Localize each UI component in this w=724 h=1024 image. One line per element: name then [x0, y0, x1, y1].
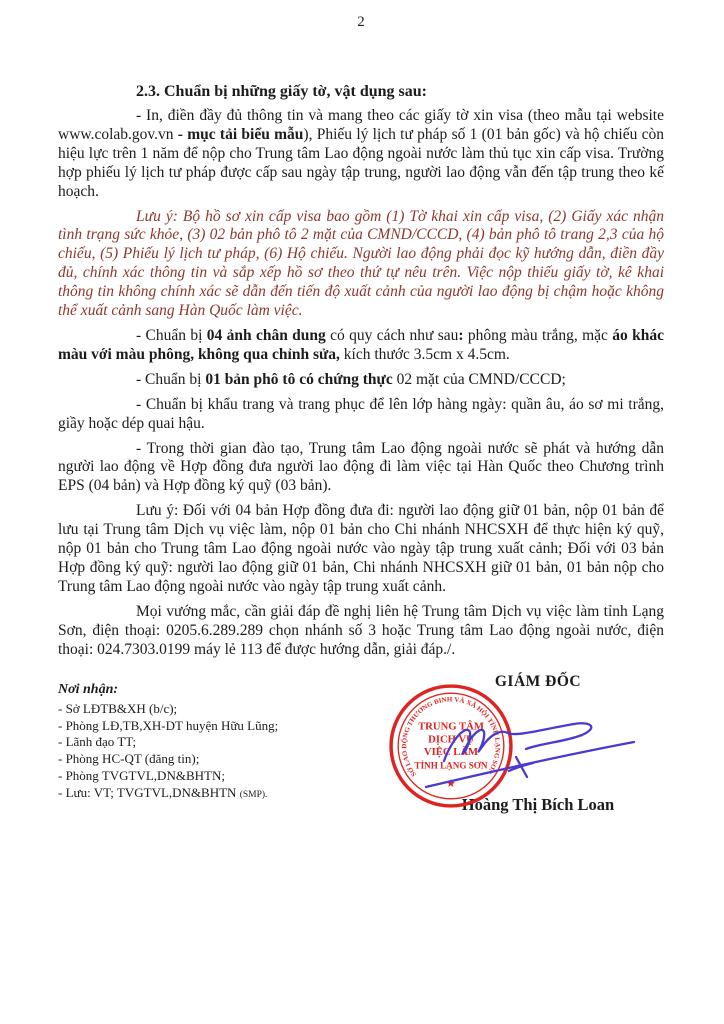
paragraph: Mọi vướng mắc, cần giải đáp đề nghị liên hệ Trung tâm Dịch vụ việc làm tỉnh Lạng Sơn, điện thoại: 0205.6.289.289 chọn nhánh số 3 hoặc Trung tâm Lao động ngoài nước, điện thoại: 024.7303.0199 máy lẻ 113 để được hướng dẫn, giải đáp./.	[58, 602, 664, 658]
page-number: 2	[357, 14, 365, 30]
svg-text:VIỆC LÀM: VIỆC LÀM	[423, 747, 479, 759]
paragraph: Lưu ý: Đối với 04 bản Hợp đồng đưa đi: người lao động giữ 01 bản, nộp 01 bản để lưu tại Trung tâm Dịch vụ việc làm, nộp 01 bản cho Chi nhánh NHCSXH để thực hiện ký quỹ, nộp 01 bản cho Trung tâm Lao động ngoài nước vào ngày tập trung xuất cảnh; Đối với 03 bản Hợp đồng ký quỹ: người lao động giữ 01 bản, Chi nhánh NHCSXH giữ 01 bản, 01 bản nộp cho Trung tâm Lao động ngoài nước vào ngày tập trung xuất cảnh.	[58, 502, 664, 595]
recipient-item: - Phòng TVGTVL,DN&BHTN;	[58, 768, 225, 784]
svg-text:DỊCH VỤ: DỊCH VỤ	[428, 734, 474, 746]
paragraph: - In, điền đầy đủ thông tin và mang theo các giấy tờ xin visa (theo mẫu tại website www.colab.gov.vn - mục tải biểu mẫu), Phiếu lý lịch tư pháp số 1 (01 bản gốc) và hộ chiếu còn hiệu lực trên 1 năm để nộp cho Trung tâm Lao động ngoài nước làm thủ tục xin cấp visa. Trường hợp phiếu lý lịch tư pháp được cấp sau ngày tập trung, người lao động vẫn đến tập trung theo kế hoạch.	[58, 107, 665, 200]
svg-text:TRUNG TÂM: TRUNG TÂM	[418, 722, 484, 734]
recipient-item: - Lãnh đạo TT;	[58, 734, 137, 750]
recipient-item: - Phòng HC-QT (đăng tin);	[58, 751, 200, 767]
signer-name: Hoàng Thị Bích Loan	[461, 795, 615, 815]
body-paragraphs	[58, 107, 664, 659]
stamp-ring-text: SỞ LAO ĐỘNG THƯƠNG BINH VÀ XÃ HỘI TỈNH LẠNG SƠN	[401, 696, 501, 778]
signer-title: GIÁM ĐỐC	[494, 673, 582, 691]
paragraph: Lưu ý: Bộ hồ sơ xin cấp visa bao gồm (1) Tờ khai xin cấp visa, (2) Giấy xác nhận tình trạng sức khỏe, (3) 02 bản phô tô 2 mặt của CMND/CCCD, (4) bản phô tô trang 2,3 của hộ chiếu, (5) Phiếu lý lịch tư pháp, (6) Hộ chiếu. Người lao động phải đọc kỹ hướng dẫn, điền đầy đủ, chính xác thông tin và sắp xếp hồ sơ theo thứ tự nêu trên. Việc nộp thiếu giấy tờ, kê khai thông tin không chính xác sẽ dẫn đến tiến độ xuất cảnh của người lao động bị chậm hoặc không thể xuất cảnh sang Hàn Quốc làm việc.	[58, 207, 664, 320]
paragraph: - Chuẩn bị 01 bản phô tô có chứng thực 02 mặt của CMND/CCCD;	[136, 370, 566, 388]
recipient-item: - Sở LĐTB&XH (b/c);	[58, 700, 178, 716]
recipient-item: - Lưu: VT; TVGTVL,DN&BHTN (SMP).	[58, 785, 268, 801]
section-heading: 2.3. Chuẩn bị những giấy tờ, vật dụng sau:	[136, 83, 427, 100]
recipients-title: Nơi nhận:	[58, 682, 119, 698]
recipients-block	[58, 681, 278, 802]
recipients-list	[58, 701, 278, 802]
recipient-item-small-suffix: (SMP).	[239, 790, 268, 801]
paragraph: - Trong thời gian đào tạo, Trung tâm Lao động ngoài nước sẽ phát và hướng dẫn người lao động về Hợp đồng đưa người lao động đi làm việc tại Hàn Quốc theo Chương trình EPS (04 bản) và Hợp đồng ký quỹ (03 bản).	[58, 439, 664, 495]
document-footer	[58, 669, 664, 919]
stamp-star-icon: ★	[446, 779, 456, 791]
recipient-item: - Phòng LĐ,TB,XH-DT huyện Hữu Lũng;	[58, 717, 279, 733]
signature-block	[388, 673, 688, 815]
handwritten-signature	[424, 711, 658, 807]
paragraph: - Chuẩn bị 04 ảnh chân dung có quy cách như sau: phông màu trắng, mặc áo khác màu với màu phông, không qua chỉnh sửa, kích thước 3.5cm x 4.5cm.	[58, 326, 665, 363]
paragraph: - Chuẩn bị khẩu trang và trang phục để lên lớp hàng ngày: quần âu, áo sơ mi trắng, giầy hoặc dép quai hậu.	[58, 395, 664, 432]
svg-text:TỈNH LẠNG SƠN: TỈNH LẠNG SƠN	[414, 760, 488, 771]
